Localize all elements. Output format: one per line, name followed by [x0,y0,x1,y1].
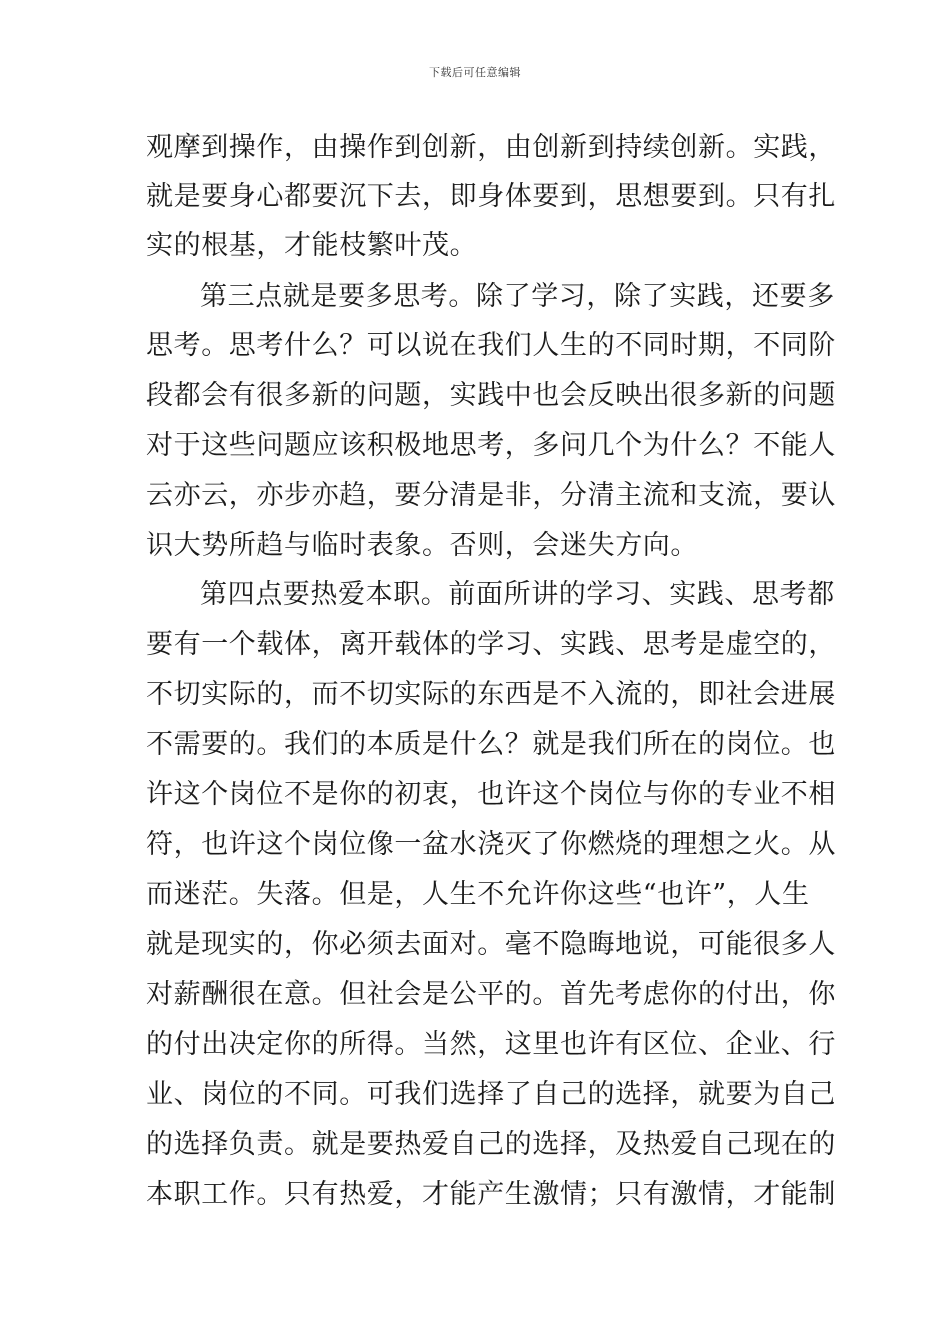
body-line: 而迷茫。失落。但是，人生不允许你这些“也许”，人生 [146,879,810,910]
body-line: 思考。思考什么？可以说在我们人生的不同时期，不同阶 [146,330,836,361]
body-line: 不切实际的，而不切实际的东西是不入流的，即社会进展 [146,679,836,710]
body-line: 许这个岗位不是你的初衷，也许这个岗位与你的专业不相 [146,779,836,810]
body-line: 的付出决定你的所得。当然，这里也许有区位、企业、行 [146,1029,836,1060]
body-line: 符，也许这个岗位像一盆水浇灭了你燃烧的理想之火。从 [146,829,836,860]
body-line: 的选择负责。就是要热爱自己的选择，及热爱自己现在的 [146,1129,836,1160]
paragraph-first-line: 第四点要热爱本职。前面所讲的学习、实践、思考都 [200,579,835,610]
paragraph-first-line: 第三点就是要多思考。除了学习，除了实践，还要多 [200,281,835,312]
body-line: 实的根基，才能枝繁叶茂。 [146,230,478,261]
body-line: 段都会有很多新的问题，实践中也会反映出很多新的问题 [146,380,836,411]
body-line: 对薪酬很在意。但社会是公平的。首先考虑你的付出，你 [146,979,836,1010]
body-line: 对于这些问题应该积极地思考，多问几个为什么？不能人 [146,430,836,461]
body-line: 识大势所趋与临时表象。否则，会迷失方向。 [146,530,698,561]
body-line: 观摩到操作，由操作到创新，由创新到持续创新。实践， [146,132,836,163]
body-line: 不需要的。我们的本质是什么？就是我们所在的岗位。也 [146,729,836,760]
page-header: 下载后可任意编辑 [429,66,521,79]
body-line: 云亦云，亦步亦趋，要分清是非，分清主流和支流，要认 [146,480,836,511]
body-line: 就是现实的，你必须去面对。毫不隐晦地说，可能很多人 [146,929,836,960]
body-line: 要有一个载体，离开载体的学习、实践、思考是虚空的， [146,629,836,660]
body-line: 就是要身心都要沉下去，即身体要到，思想要到。只有扎 [146,181,836,212]
body-line: 业、岗位的不同。可我们选择了自己的选择，就要为自己 [146,1079,836,1110]
body-line: 本职工作。只有热爱，才能产生激情；只有激情，才能制 [146,1179,836,1210]
